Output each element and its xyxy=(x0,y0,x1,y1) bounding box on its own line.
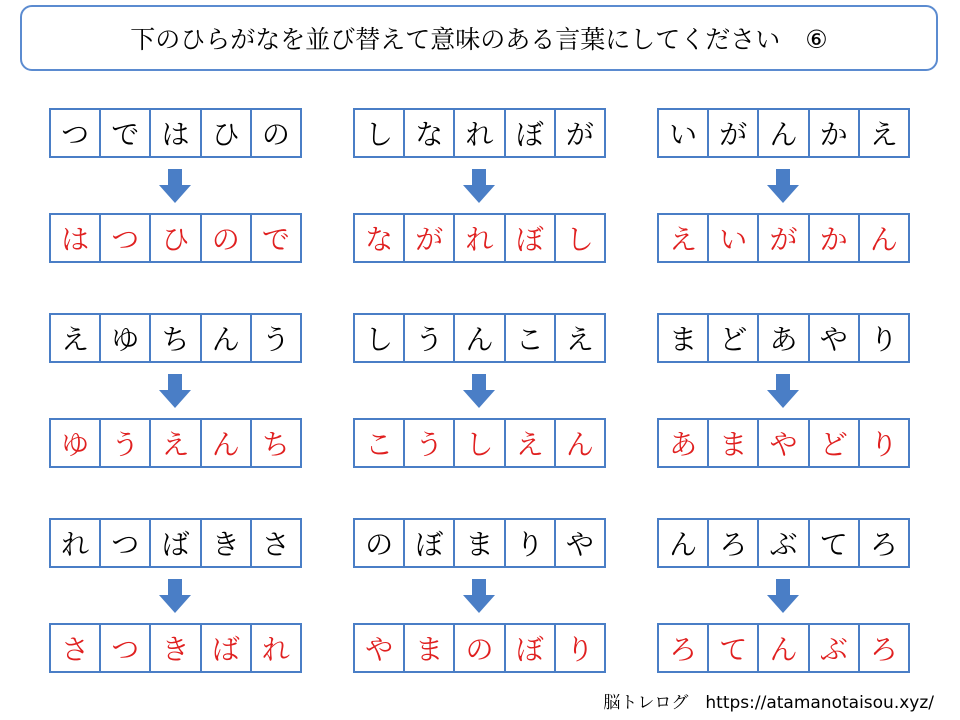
answer-cell: ひ xyxy=(151,215,201,261)
answer-row xyxy=(657,213,910,263)
scrambled-cell: ぼ xyxy=(506,110,556,156)
answer-cell: き xyxy=(151,625,201,671)
scrambled-cell: ぶ xyxy=(759,520,809,566)
answer-row xyxy=(353,418,606,468)
scrambled-cell: し xyxy=(355,110,405,156)
scrambled-cell: き xyxy=(202,520,252,566)
answer-row xyxy=(49,213,302,263)
answer-cell: ろ xyxy=(869,633,898,666)
answer-cell: う xyxy=(101,420,151,466)
page-title: 下のひらがなを並び替えて意味のある言葉にしてください ⑥ xyxy=(130,25,828,54)
scrambled-cell: ん xyxy=(759,110,809,156)
answer-cell: ん xyxy=(759,625,809,671)
down-arrow-icon xyxy=(767,374,799,408)
answer-cell: ち xyxy=(261,428,290,461)
scrambled-cell: り xyxy=(869,323,898,356)
scrambled-cell: や xyxy=(565,528,594,561)
scrambled-cell: つ xyxy=(51,110,101,156)
scrambled-cell: ゆ xyxy=(101,315,151,361)
answer-cell: ろ xyxy=(659,625,709,671)
scrambled-cell: れ xyxy=(51,520,101,566)
down-arrow-icon xyxy=(463,374,495,408)
answer-cell: え xyxy=(659,215,709,261)
scrambled-cell: て xyxy=(810,520,860,566)
scrambled-cell: し xyxy=(355,315,405,361)
answer-cell: ん xyxy=(869,223,898,256)
scrambled-cell: が xyxy=(709,110,759,156)
answer-cell: の xyxy=(202,215,252,261)
answer-cell: い xyxy=(709,215,759,261)
answer-row xyxy=(49,623,302,673)
scrambled-row xyxy=(657,108,910,158)
answer-cell: や xyxy=(355,625,405,671)
scrambled-cell: え xyxy=(869,118,898,151)
answer-cell: ぶ xyxy=(810,625,860,671)
scrambled-cell: や xyxy=(810,315,860,361)
scrambled-row xyxy=(657,313,910,363)
answer-cell: ど xyxy=(810,420,860,466)
scrambled-row xyxy=(353,313,606,363)
answer-cell: ま xyxy=(405,625,455,671)
answer-row xyxy=(353,623,606,673)
scrambled-cell: で xyxy=(101,110,151,156)
answer-cell: え xyxy=(151,420,201,466)
answer-cell: ば xyxy=(202,625,252,671)
scrambled-row xyxy=(353,518,606,568)
scrambled-cell: こ xyxy=(506,315,556,361)
scrambled-cell: ろ xyxy=(709,520,759,566)
scrambled-cell: え xyxy=(51,315,101,361)
answer-cell: て xyxy=(709,625,759,671)
scrambled-cell: ぼ xyxy=(405,520,455,566)
scrambled-cell: ひ xyxy=(202,110,252,156)
scrambled-row xyxy=(49,313,302,363)
scrambled-cell: ち xyxy=(151,315,201,361)
scrambled-cell: り xyxy=(506,520,556,566)
scrambled-cell: ろ xyxy=(869,528,898,561)
scrambled-cell: ん xyxy=(659,520,709,566)
scrambled-cell: は xyxy=(151,110,201,156)
answer-cell: ぼ xyxy=(506,215,556,261)
answer-cell: り xyxy=(869,428,898,461)
answer-cell: か xyxy=(810,215,860,261)
scrambled-cell: い xyxy=(659,110,709,156)
scrambled-row xyxy=(49,518,302,568)
answer-cell: つ xyxy=(101,625,151,671)
answer-cell: や xyxy=(759,420,809,466)
answer-cell: れ xyxy=(261,633,290,666)
answer-cell: の xyxy=(455,625,505,671)
scrambled-cell: ば xyxy=(151,520,201,566)
scrambled-cell: あ xyxy=(759,315,809,361)
down-arrow-icon xyxy=(767,169,799,203)
scrambled-cell: な xyxy=(405,110,455,156)
scrambled-cell: ん xyxy=(455,315,505,361)
scrambled-cell: が xyxy=(565,118,594,151)
answer-cell: う xyxy=(405,420,455,466)
down-arrow-icon xyxy=(463,579,495,613)
scrambled-cell: さ xyxy=(261,528,290,561)
scrambled-cell: ま xyxy=(455,520,505,566)
answer-row xyxy=(353,213,606,263)
scrambled-cell: ん xyxy=(202,315,252,361)
scrambled-cell: ま xyxy=(659,315,709,361)
down-arrow-icon xyxy=(159,374,191,408)
scrambled-cell: え xyxy=(565,323,594,356)
scrambled-row xyxy=(657,518,910,568)
answer-cell: は xyxy=(51,215,101,261)
answer-cell: つ xyxy=(101,215,151,261)
answer-cell: ま xyxy=(709,420,759,466)
scrambled-row xyxy=(353,108,606,158)
answer-cell: り xyxy=(565,633,594,666)
answer-row xyxy=(49,418,302,468)
down-arrow-icon xyxy=(159,169,191,203)
answer-cell: ぼ xyxy=(506,625,556,671)
answer-cell: え xyxy=(506,420,556,466)
down-arrow-icon xyxy=(463,169,495,203)
scrambled-cell: か xyxy=(810,110,860,156)
scrambled-cell: の xyxy=(261,118,290,151)
answer-cell: れ xyxy=(455,215,505,261)
answer-cell: な xyxy=(355,215,405,261)
scrambled-cell: つ xyxy=(101,520,151,566)
answer-cell: し xyxy=(455,420,505,466)
answer-cell: ん xyxy=(202,420,252,466)
answer-cell: し xyxy=(565,223,594,256)
answer-cell: ゆ xyxy=(51,420,101,466)
answer-cell: が xyxy=(759,215,809,261)
scrambled-row xyxy=(49,108,302,158)
scrambled-cell: う xyxy=(405,315,455,361)
answer-cell: こ xyxy=(355,420,405,466)
scrambled-cell: れ xyxy=(455,110,505,156)
down-arrow-icon xyxy=(159,579,191,613)
answer-cell: さ xyxy=(51,625,101,671)
down-arrow-icon xyxy=(767,579,799,613)
scrambled-cell: う xyxy=(261,323,290,356)
scrambled-cell: ど xyxy=(709,315,759,361)
answer-cell: あ xyxy=(659,420,709,466)
footer-credit: 脳トレログ https://atamanotaisou.xyz/ xyxy=(603,693,934,713)
answer-cell: ん xyxy=(565,428,594,461)
answer-cell: が xyxy=(405,215,455,261)
answer-cell: で xyxy=(261,223,290,256)
answer-row xyxy=(657,623,910,673)
scrambled-cell: の xyxy=(355,520,405,566)
answer-row xyxy=(657,418,910,468)
